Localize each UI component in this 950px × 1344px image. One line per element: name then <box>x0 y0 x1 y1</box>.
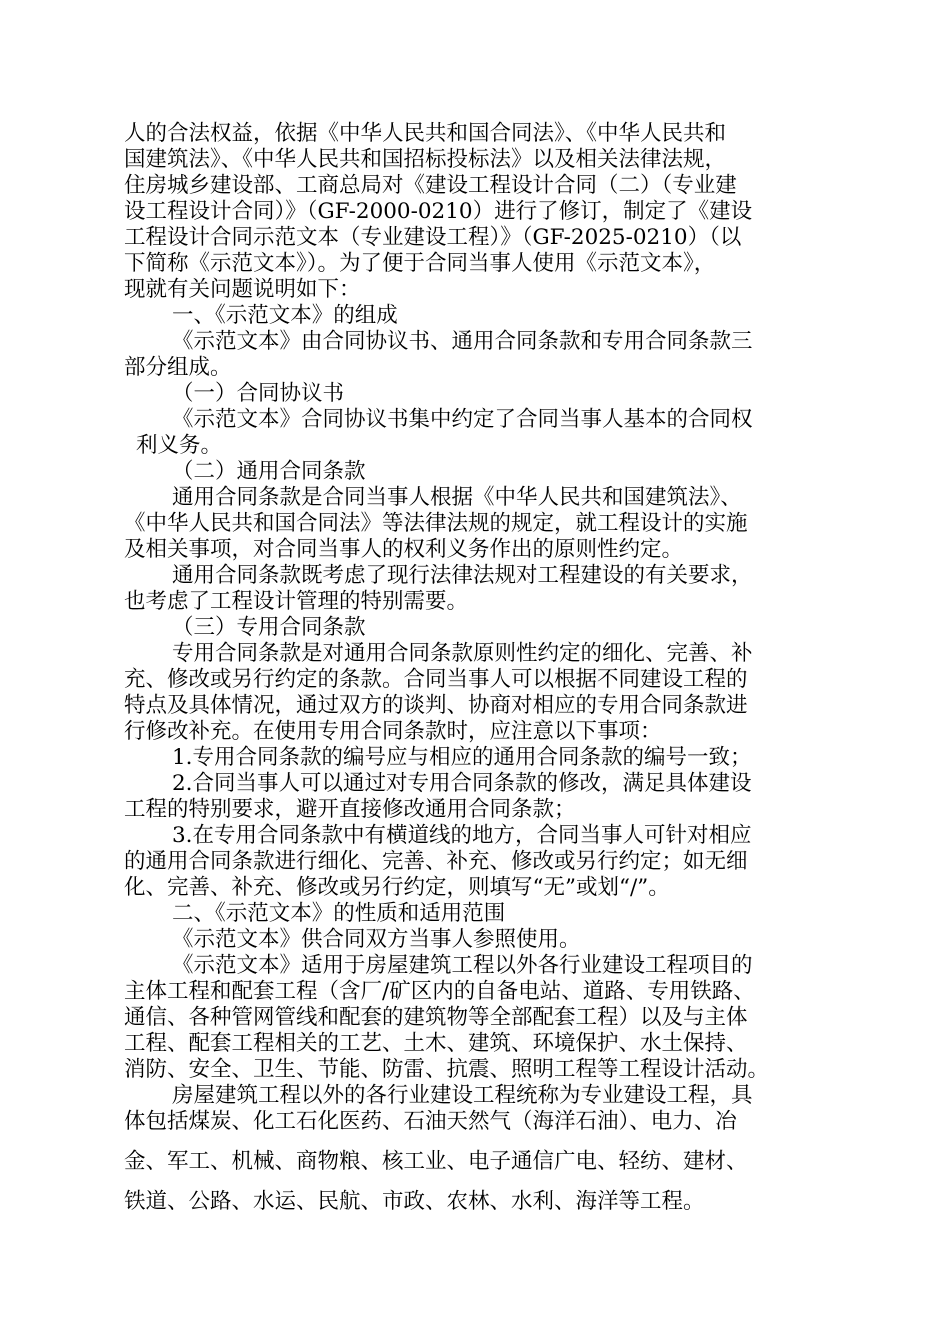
text-line: 及相关事项，对合同当事人的权利义务作出的原则性约定。 <box>124 537 684 562</box>
text-line: 金、军工、机械、商物粮、核工业、电子通信广电、轻纺、建材、 <box>124 1149 748 1174</box>
subsection-heading: （一）合同协议书 <box>172 381 345 406</box>
text-line: 《示范文本》供合同双方当事人参照使用。 <box>172 927 581 952</box>
text-line: 现就有关问题说明如下： <box>124 277 361 302</box>
text-line: 国建筑法》、《中华人民共和国招标投标法》以及相关法律法规， <box>124 147 727 172</box>
text-line: 体包括煤炭、化工石化医药、石油天然气（海洋石油）、电力、冶 <box>124 1109 737 1134</box>
text-line: 专用合同条款是对通用合同条款原则性约定的细化、完善、补 <box>172 641 753 666</box>
text-line: 也考虑了工程设计管理的特别需要。 <box>124 589 469 614</box>
text-line: 工程的特别要求，避开直接修改通用合同条款； <box>124 797 576 822</box>
text-line: 充、修改或另行约定的条款。合同当事人可以根据不同建设工程的 <box>124 667 748 692</box>
text-line: 《中华人民共和国合同法》等法律法规的规定，就工程设计的实施 <box>124 511 748 536</box>
document-body <box>124 121 830 1109</box>
section-heading: 二、《示范文本》的性质和适用范围 <box>172 901 506 926</box>
text-line: 《示范文本》适用于房屋建筑工程以外各行业建设工程项目的 <box>172 953 753 978</box>
text-line: 铁道、公路、水运、民航、市政、农林、水利、海洋等工程。 <box>124 1189 705 1214</box>
text-line: 部分组成。 <box>124 355 232 380</box>
text-line: 房屋建筑工程以外的各行业建设工程统称为专业建设工程，具 <box>172 1083 753 1108</box>
text-line: 特点及具体情况，通过双方的谈判、协商对相应的专用合同条款进 <box>124 693 748 718</box>
list-item: 2.合同当事人可以通过对专用合同条款的修改，满足具体建设 <box>172 771 752 796</box>
list-item: 3.在专用合同条款中有横道线的地方，合同当事人可针对相应 <box>172 823 752 848</box>
text-line: 《示范文本》合同协议书集中约定了合同当事人基本的合同权 <box>172 407 753 432</box>
text-line: 通用合同条款既考虑了现行法律法规对工程建设的有关要求， <box>172 563 753 588</box>
section-heading: 一、《示范文本》的组成 <box>172 303 398 328</box>
list-item: 1.专用合同条款的编号应与相应的通用合同条款的编号一致； <box>172 745 752 770</box>
text-line: 通信、各种管网管线和配套的建筑物等全部配套工程）以及与主体 <box>124 1005 748 1030</box>
text-line: 主体工程和配套工程（含厂/矿区内的自备电站、道路、专用铁路、 <box>124 979 755 1004</box>
text-line: 住房城乡建设部、工商总局对《建设工程设计合同（二）（专业建 <box>124 173 737 198</box>
text-line: 化、完善、补充、修改或另行约定，则填写“无”或划“/”。 <box>124 875 670 900</box>
text-line: 消防、安全、卫生、节能、防雷、抗震、照明工程等工程设计活动。 <box>124 1057 770 1082</box>
text-line: 下简称《示范文本》）。为了便于合同当事人使用《示范文本》， <box>124 251 716 276</box>
text-line: 工程设计合同示范文本（专业建设工程）》（GF-2025-0210）（以 <box>124 225 742 250</box>
subsection-heading: （三）专用合同条款 <box>172 615 366 640</box>
text-line: 工程、配套工程相关的工艺、土木、建筑、环境保护、水土保持、 <box>124 1031 748 1056</box>
document-body-tail <box>124 1102 830 1222</box>
subsection-heading: （二）通用合同条款 <box>172 459 366 484</box>
text-line: 设工程设计合同）》（GF-2000-0210）进行了修订，制定了《建设 <box>124 199 753 224</box>
text-line: 的通用合同条款进行细化、完善、补充、修改或另行约定；如无细 <box>124 849 748 874</box>
text-line: 人的合法权益，依据《中华人民共和国合同法》、《中华人民共和 <box>124 121 727 146</box>
text-line: 《示范文本》由合同协议书、通用合同条款和专用合同条款三 <box>172 329 753 354</box>
text-line: 利义务。 <box>136 433 223 458</box>
text-line: 行修改补充。在使用专用合同条款时，应注意以下事项： <box>124 719 662 744</box>
text-line: 通用合同条款是合同当事人根据《中华人民共和国建筑法》、 <box>172 485 742 510</box>
